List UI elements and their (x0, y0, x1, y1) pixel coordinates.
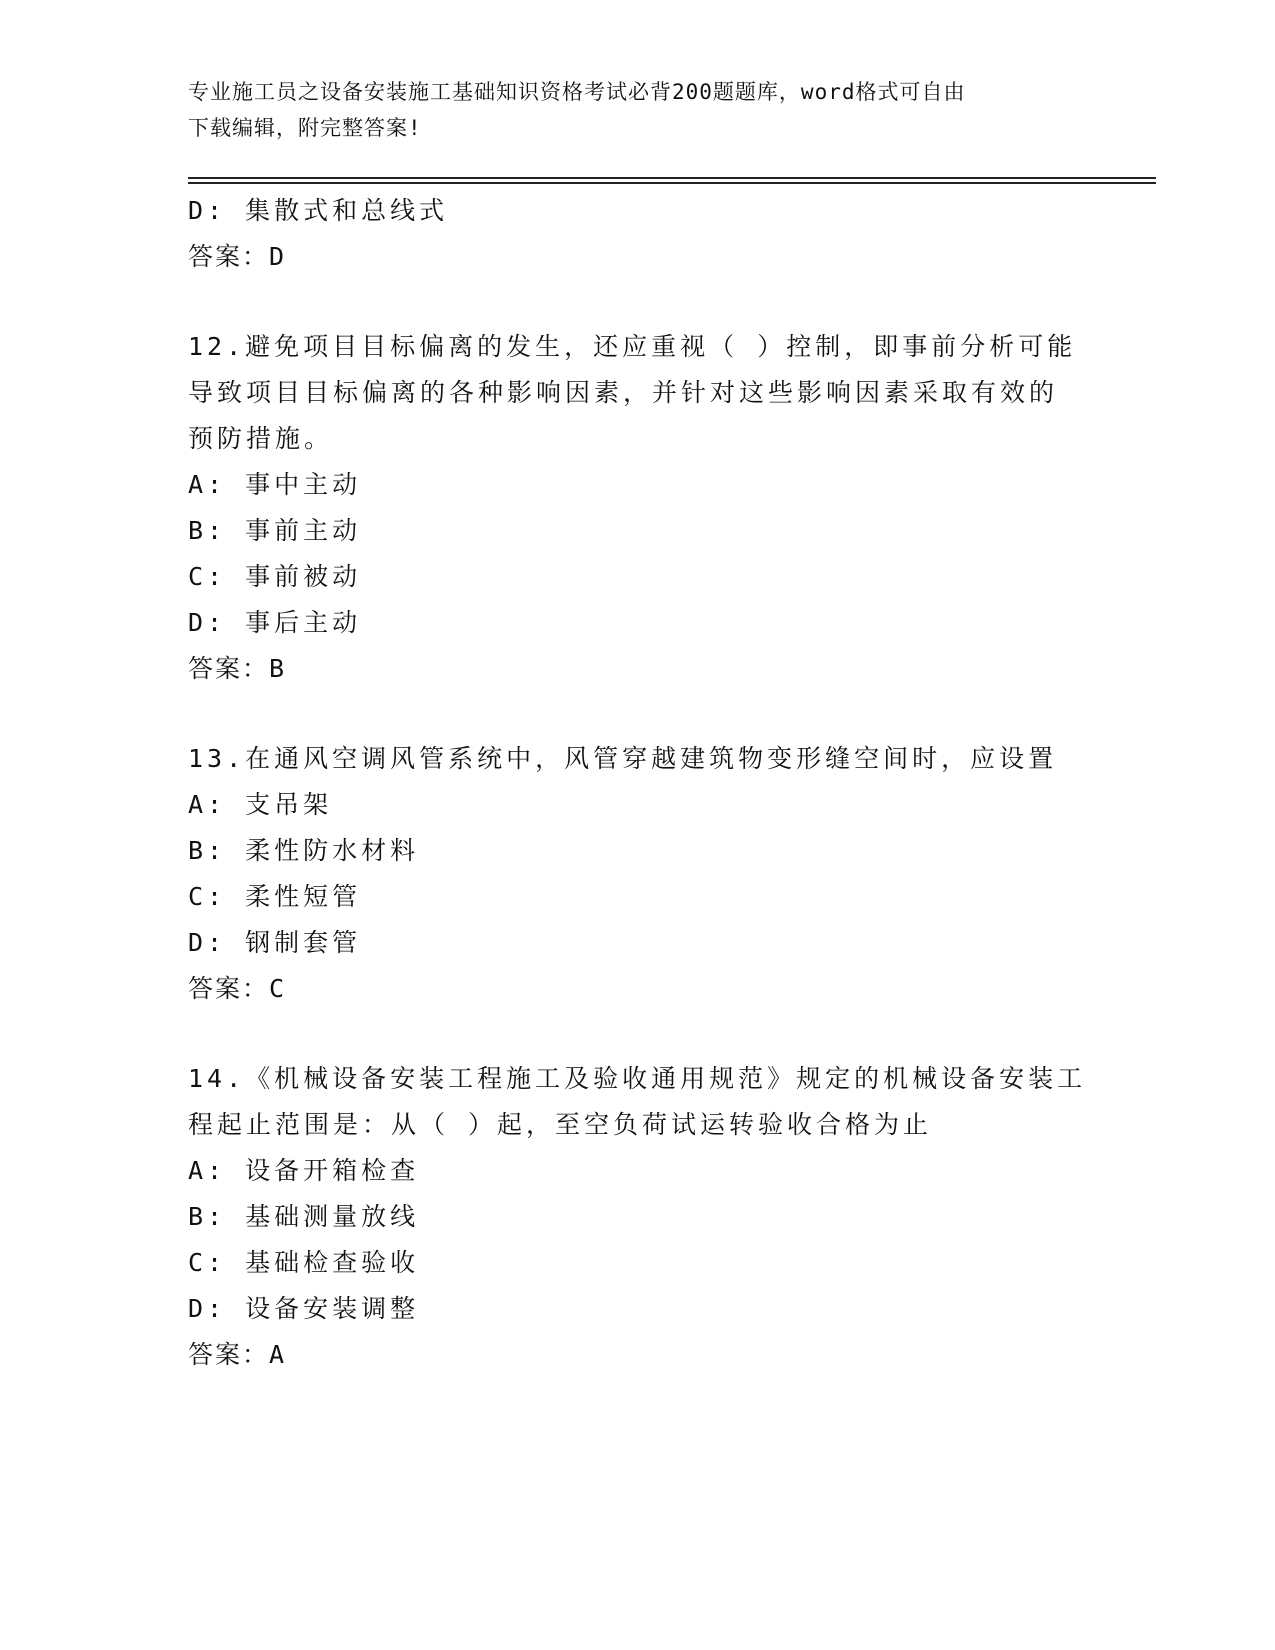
document-header (188, 74, 1088, 146)
option-d: D: 集散式和总线式 (188, 196, 449, 225)
answer-line: 答案：B (188, 654, 287, 683)
question-stem-line: 12.避免项目目标偏离的发生，还应重视（ ）控制，即事前分析可能 (188, 332, 1077, 361)
question-stem-line: 13.在通风空调风管系统中，风管穿越建筑物变形缝空间时，应设置 (188, 744, 1058, 773)
option-c: C: 事前被动 (188, 562, 362, 591)
header-divider-bottom (188, 182, 1156, 184)
option-c: C: 基础检查验收 (188, 1248, 420, 1277)
answer-line: 答案：A (188, 1340, 287, 1369)
option-b: B: 事前主动 (188, 516, 362, 545)
option-b: B: 柔性防水材料 (188, 836, 420, 865)
header-divider-top (188, 177, 1156, 179)
answer-line: 答案：D (188, 242, 287, 271)
question-12 (188, 324, 1088, 692)
previous-question-tail (188, 188, 1088, 280)
question-stem-line: 程起止范围是：从（ ）起，至空负荷试运转验收合格为止 (188, 1110, 933, 1139)
answer-line: 答案：C (188, 974, 287, 1003)
question-stem-line: 预防措施。 (188, 424, 334, 453)
option-b: B: 基础测量放线 (188, 1202, 420, 1231)
option-a: A: 设备开箱检查 (188, 1156, 420, 1185)
header-title-line-2: 下载编辑，附完整答案! (188, 116, 422, 140)
question-list (188, 188, 1088, 1378)
question-14 (188, 1056, 1088, 1378)
option-d: D: 设备安装调整 (188, 1294, 420, 1323)
option-d: D: 钢制套管 (188, 928, 362, 957)
question-stem-line: 14.《机械设备安装工程施工及验收通用规范》规定的机械设备安装工 (188, 1064, 1087, 1093)
option-d: D: 事后主动 (188, 608, 362, 637)
option-a: A: 支吊架 (188, 790, 333, 819)
question-13 (188, 736, 1088, 1012)
header-title-line-1: 专业施工员之设备安装施工基础知识资格考试必背200题题库，word格式可自由 (188, 80, 966, 104)
option-a: A: 事中主动 (188, 470, 362, 499)
question-stem-line: 导致项目目标偏离的各种影响因素，并针对这些影响因素采取有效的 (188, 378, 1059, 407)
option-c: C: 柔性短管 (188, 882, 362, 911)
